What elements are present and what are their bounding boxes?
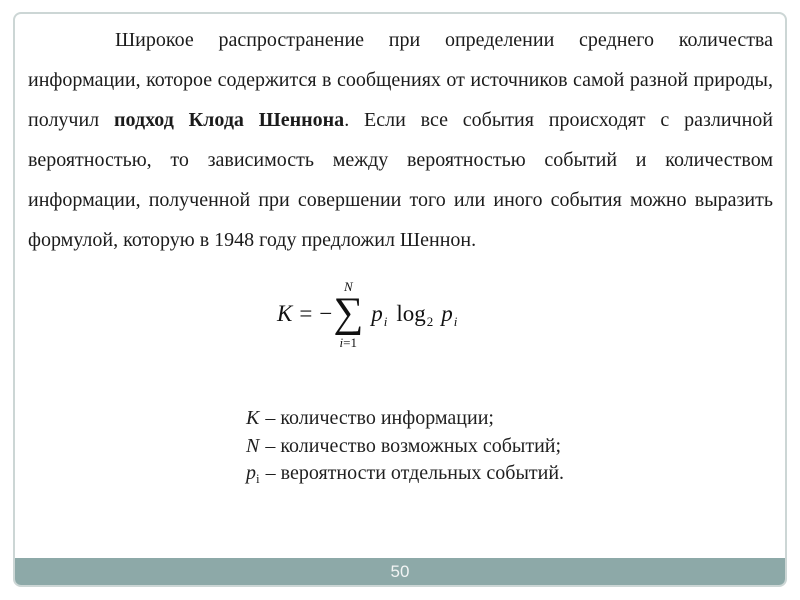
paragraph-text-1: Широкое распространение при определении среднего количества информации, которое содержится в сообщениях от источников самой разной природы, получил bbox=[28, 29, 773, 131]
sigma-icon: ∑ bbox=[333, 290, 364, 336]
legend-item-p bbox=[246, 460, 564, 488]
page-number: 50 bbox=[390, 561, 410, 581]
p-subscript: i bbox=[453, 314, 458, 330]
formula-legend bbox=[246, 405, 564, 488]
formula-term-p1 bbox=[371, 301, 388, 330]
p-variable: p bbox=[371, 301, 383, 327]
log-operator: log bbox=[396, 301, 426, 327]
paragraph bbox=[28, 20, 773, 260]
sum-index-var: i bbox=[339, 334, 344, 350]
legend-description: – количество возможных событий; bbox=[265, 434, 562, 457]
paragraph-bold-phrase: подход Клода Шеннона bbox=[114, 109, 345, 131]
sum-index-start: =1 bbox=[343, 334, 358, 350]
presentation-slide bbox=[13, 12, 787, 587]
sum-lower-limit bbox=[340, 336, 357, 349]
p-variable: p bbox=[441, 301, 453, 327]
legend-item-k bbox=[246, 405, 564, 433]
formula-term-p2 bbox=[441, 301, 458, 330]
formula-minus: − bbox=[319, 301, 333, 327]
shannon-formula bbox=[277, 280, 457, 349]
formula-equals: = bbox=[299, 301, 313, 327]
paragraph-text-2: . Если все события происходят с различной вероятностью, то зависимость между вероятностью событий и количеством информации, полученной при совершении того или иного события можно выразить формулой, которую в 1948 году предложил Шеннон. bbox=[28, 109, 773, 251]
legend-symbol: K bbox=[246, 407, 260, 429]
legend-symbol: p bbox=[246, 462, 256, 484]
legend-description: – вероятности отдельных событий. bbox=[265, 462, 565, 484]
sum-upper-limit: N bbox=[343, 279, 353, 294]
summation-symbol bbox=[333, 280, 363, 349]
formula-lhs: K bbox=[277, 301, 293, 327]
legend-symbol: N bbox=[246, 434, 260, 457]
legend-item-n bbox=[246, 433, 564, 461]
page-number-bar bbox=[15, 558, 785, 585]
p-subscript: i bbox=[383, 314, 388, 330]
log-base-2: 2 bbox=[426, 314, 434, 330]
legend-description: – количество информации; bbox=[265, 407, 494, 429]
formula-log-term bbox=[396, 301, 434, 330]
legend-symbol-sub: i bbox=[256, 471, 260, 486]
